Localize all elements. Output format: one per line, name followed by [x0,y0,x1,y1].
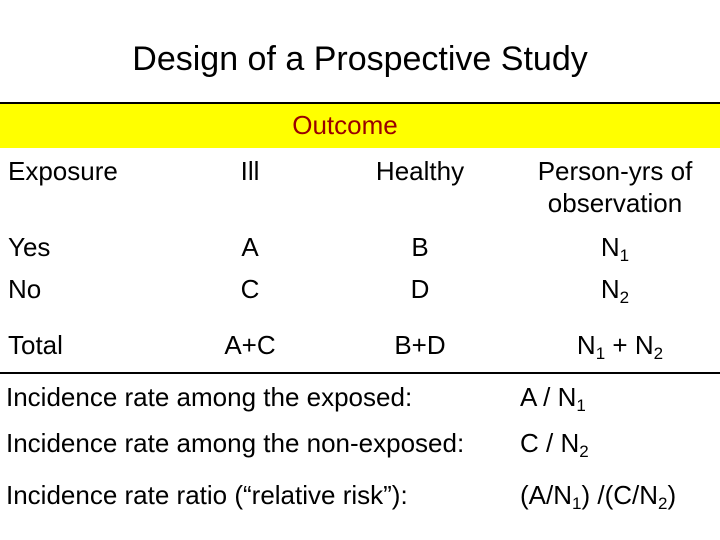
rate-exposed-value: A / $N_1$ [520,382,586,415]
cell-no-person-years: $N_2$ [600,274,630,307]
row-label-no: No [8,274,42,304]
rate-non-exposed-label: Incidence rate among the non-exposed: [6,428,465,458]
cell-yes-healthy: B [411,232,429,262]
rate-ratio-label: Incidence rate ratio (“relative risk”): [6,480,408,510]
header-person-years-line1: Person-yrs of [537,156,693,186]
rate-exposed-label: Incidence rate among the exposed: [6,382,413,412]
cell-total-healthy: B+D [394,330,446,360]
outcome-label: Outcome [292,110,398,140]
header-ill: Ill [240,156,260,186]
rate-ratio-value: $(A/N_1)$ $/(C/N_2)$ [520,480,677,513]
row-label-total: Total [8,330,63,360]
rate-non-exposed-value: C / $N_2$ [520,428,589,461]
cell-total-ill: A+C [224,330,276,360]
cell-total-person-years: $N_1 + N_2$ [576,330,664,363]
header-healthy: Healthy [375,156,465,186]
header-person-years-line2: observation [547,188,683,218]
row-label-yes: Yes [8,232,51,262]
cell-no-ill: C [240,274,260,304]
table-bottom-rule [0,372,720,374]
page-title: Design of a Prospective Study [132,40,588,78]
cell-no-healthy: D [410,274,430,304]
cell-yes-ill: A [241,232,259,262]
cell-yes-person-years: $N_1$ [600,232,630,265]
header-exposure: Exposure [8,156,118,186]
